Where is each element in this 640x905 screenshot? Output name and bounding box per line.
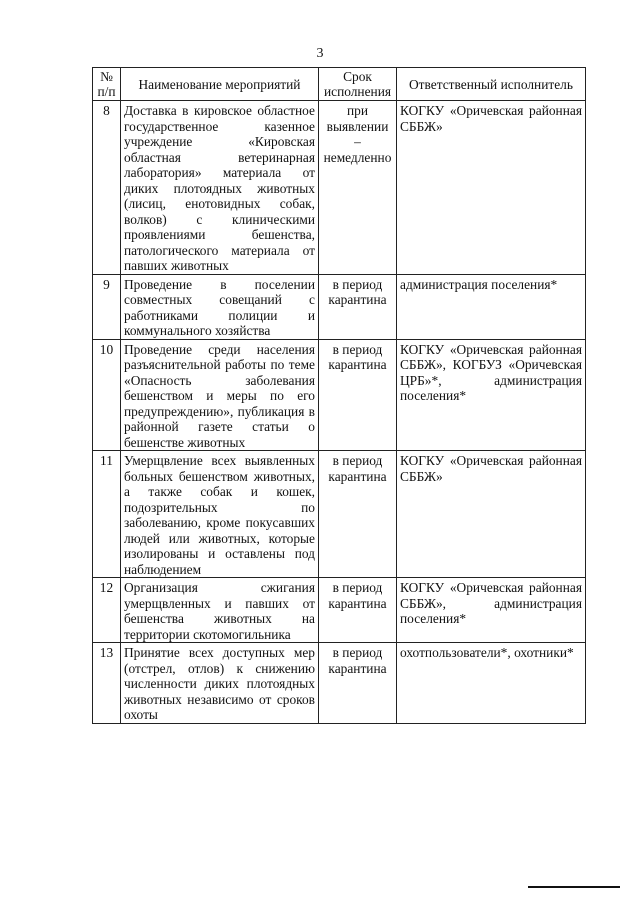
row-number: 12: [93, 578, 121, 643]
footer-rule: [528, 886, 620, 888]
measure-responsible: КОГКУ «Оричевская районная СББЖ»: [397, 101, 586, 275]
header-term: Срок исполнения: [319, 68, 397, 101]
measure-term: при выявлении – немедленно: [319, 101, 397, 275]
table-row: [93, 274, 586, 339]
table-row: [93, 643, 586, 724]
measure-term: в период карантина: [319, 339, 397, 451]
header-name: Наименование мероприятий: [121, 68, 319, 101]
measure-responsible: КОГКУ «Оричевская районная СББЖ»: [397, 451, 586, 578]
header-num: № п/п: [93, 68, 121, 101]
header-responsible: Ответственный исполнитель: [397, 68, 586, 101]
table-header-row: [93, 68, 586, 101]
measure-term: в период карантина: [319, 274, 397, 339]
measure-term: в период карантина: [319, 451, 397, 578]
measures-table: [92, 67, 586, 724]
table-row: [93, 451, 586, 578]
table-row: [93, 339, 586, 451]
measure-responsible: охотпользователи*, охотники*: [397, 643, 586, 724]
measure-name: Организация сжигания умерщвленных и павших от бешенства животных на территории скотомогильника: [121, 578, 319, 643]
row-number: 13: [93, 643, 121, 724]
measure-term: в период карантина: [319, 578, 397, 643]
table-row: [93, 578, 586, 643]
table-row: [93, 101, 586, 275]
measure-responsible: администрация поселения*: [397, 274, 586, 339]
page-number: 3: [316, 46, 324, 61]
measure-name: Умерщвление всех выявленных больных бешенством животных, а также собак и кошек, подозрительных по заболеванию, кроме покусавших людей или животных, которые изолированы и оставлены под наблюдением: [121, 451, 319, 578]
row-number: 10: [93, 339, 121, 451]
measure-name: Проведение в поселении совместных совещаний с работниками полиции и коммунального хозяйства: [121, 274, 319, 339]
row-number: 8: [93, 101, 121, 275]
row-number: 11: [93, 451, 121, 578]
measure-responsible: КОГКУ «Оричевская районная СББЖ», администрация поселения*: [397, 578, 586, 643]
measure-name: Принятие всех доступных мер (отстрел, отлов) к снижению численности диких плотоядных животных независимо от сроков охоты: [121, 643, 319, 724]
measure-name: Доставка в кировское областное государственное казенное учреждение «Кировская областная ветеринарная лаборатория» материала от диких плотоядных животных (лисиц, енотовидных собак, волков) с клиническими проявлениями бешенства, патологического материала от павших животных: [121, 101, 319, 275]
row-number: 9: [93, 274, 121, 339]
measure-term: в период карантина: [319, 643, 397, 724]
measure-name: Проведение среди населения разъяснительной работы по теме «Опасность заболевания бешенством и меры по его предупреждению», публикация в районной газете статьи о бешенстве животных: [121, 339, 319, 451]
measure-responsible: КОГКУ «Оричевская районная СББЖ», КОГБУЗ «Оричевская ЦРБ»*, администрация поселения*: [397, 339, 586, 451]
